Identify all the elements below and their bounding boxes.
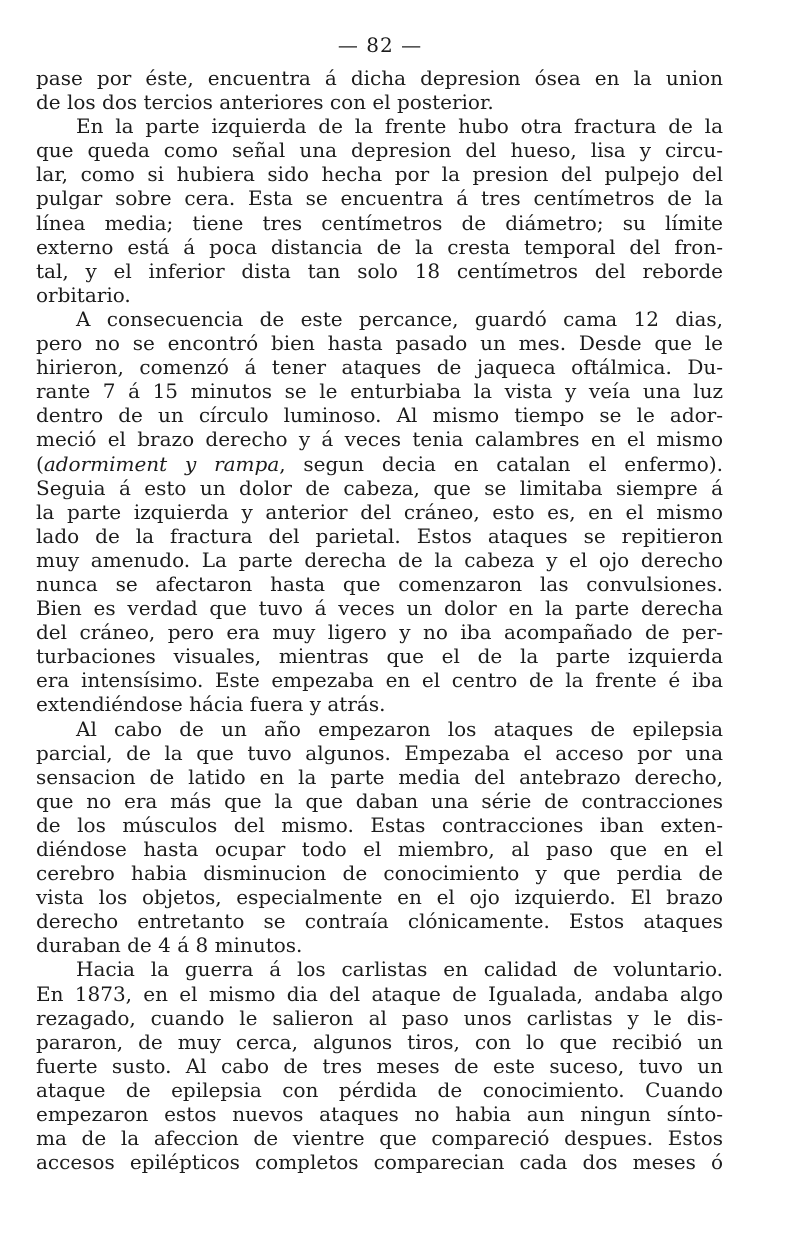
text-line: de los dos tercios anteriores con el posterior. bbox=[36, 90, 494, 115]
text-line: accesos epilépticos completos comparecian cada dos meses ó bbox=[36, 1150, 723, 1175]
text-line: nunca se afectaron hasta que comenzaron las convulsiones. bbox=[36, 571, 723, 596]
text-line: turbaciones visuales, mientras que el de la parte izquierda bbox=[36, 644, 723, 669]
text-line: rante 7 á 15 minutos se le enturbiaba la vista y veía una luz bbox=[36, 379, 723, 404]
text-line: A consecuencia de este percance, guardó cama 12 dias, bbox=[76, 306, 723, 331]
text-line: del cráneo, pero era muy ligero y no iba acompañado de per- bbox=[36, 620, 723, 645]
text-line: que queda como señal una depresion del hueso, lisa y circu- bbox=[36, 138, 723, 163]
text-line: meció el brazo derecho y á veces tenia calambres en el mismo bbox=[36, 427, 723, 452]
text-line: rezagado, cuando le salieron al paso unos carlistas y le dis- bbox=[36, 1005, 723, 1030]
text-line: de los músculos del mismo. Estas contracciones iban exten- bbox=[36, 812, 723, 837]
text-line: tal, y el inferior dista tan solo 18 centímetros del reborde bbox=[36, 258, 723, 283]
text-line: ma de la afeccion de vientre que compareció despues. Estos bbox=[36, 1126, 723, 1151]
text-line: ataque de epilepsia con pérdida de conocimiento. Cuando bbox=[36, 1077, 723, 1102]
text-line: Seguia á esto un dolor de cabeza, que se limitaba siempre á bbox=[36, 475, 723, 500]
text-line: pero no se encontró bien hasta pasado un mes. Desde que le bbox=[36, 331, 723, 356]
text-line: fuerte susto. Al cabo de tres meses de este suceso, tuvo un bbox=[36, 1053, 723, 1078]
text-line: muy amenudo. La parte derecha de la cabeza y el ojo derecho bbox=[36, 547, 723, 572]
text-line: lar, como si hubiera sido hecha por la presion del pulpejo del bbox=[36, 162, 723, 187]
text-line: sensacion de latido en la parte media del antebrazo derecho, bbox=[36, 764, 723, 789]
text-line: Bien es verdad que tuvo á veces un dolor en la parte derecha bbox=[36, 596, 723, 621]
italic-phrase: adormiment y rampa bbox=[43, 451, 280, 476]
text-line: dentro de un círculo luminoso. Al mismo tiempo se le ador- bbox=[36, 403, 723, 428]
text-line: En la parte izquierda de la frente hubo otra fractura de la bbox=[76, 114, 723, 139]
text-line: Al cabo de un año empezaron los ataques de epilepsia bbox=[76, 716, 723, 741]
page-number: — 82 — bbox=[337, 33, 423, 57]
text-line: que no era más que la que daban una série de contracciones bbox=[36, 788, 723, 813]
text-line: orbitario. bbox=[36, 282, 131, 307]
text-line: extendiéndose hácia fuera y atrás. bbox=[36, 692, 386, 717]
text-line: pulgar sobre cera. Esta se encuentra á tres centímetros de la bbox=[36, 186, 723, 211]
text-line: derecho entretanto se contraía clónicamente. Estos ataques bbox=[36, 909, 723, 934]
text-line: parcial, de la que tuvo algunos. Empezaba el acceso por una bbox=[36, 740, 723, 765]
text-line: (adormiment y rampa, segun decia en catalan el enfermo). bbox=[36, 451, 723, 476]
text-line: pararon, de muy cerca, algunos tiros, con lo que recibió un bbox=[36, 1029, 723, 1054]
text-line: vista los objetos, especialmente en el ojo izquierdo. El brazo bbox=[36, 885, 723, 910]
text-line: línea media; tiene tres centímetros de diámetro; su límite bbox=[36, 210, 723, 235]
text-line: empezaron estos nuevos ataques no habia aun ningun sínto- bbox=[36, 1102, 723, 1127]
text-line: En 1873, en el mismo dia del ataque de Igualada, andaba algo bbox=[36, 981, 723, 1006]
body-text bbox=[36, 66, 723, 1174]
text-line: externo está á poca distancia de la cresta temporal del fron- bbox=[36, 234, 723, 259]
text-line: era intensísimo. Este empezaba en el centro de la frente é iba bbox=[36, 668, 723, 693]
text-line: cerebro habia disminucion de conocimiento y que perdia de bbox=[36, 861, 723, 886]
text-line: la parte izquierda y anterior del cráneo, esto es, en el mismo bbox=[36, 499, 723, 524]
text-line: Hacia la guerra á los carlistas en calidad de voluntario. bbox=[76, 957, 723, 982]
text-line: hirieron, comenzó á tener ataques de jaqueca oftálmica. Du- bbox=[36, 355, 723, 380]
text-line: diéndose hasta ocupar todo el miembro, al paso que en el bbox=[36, 837, 723, 861]
text-line: pase por éste, encuentra á dicha depresion ósea en la union bbox=[36, 66, 723, 90]
text-line: lado de la fractura del parietal. Estos ataques se repitieron bbox=[36, 523, 723, 548]
text-line: duraban de 4 á 8 minutos. bbox=[36, 933, 303, 958]
